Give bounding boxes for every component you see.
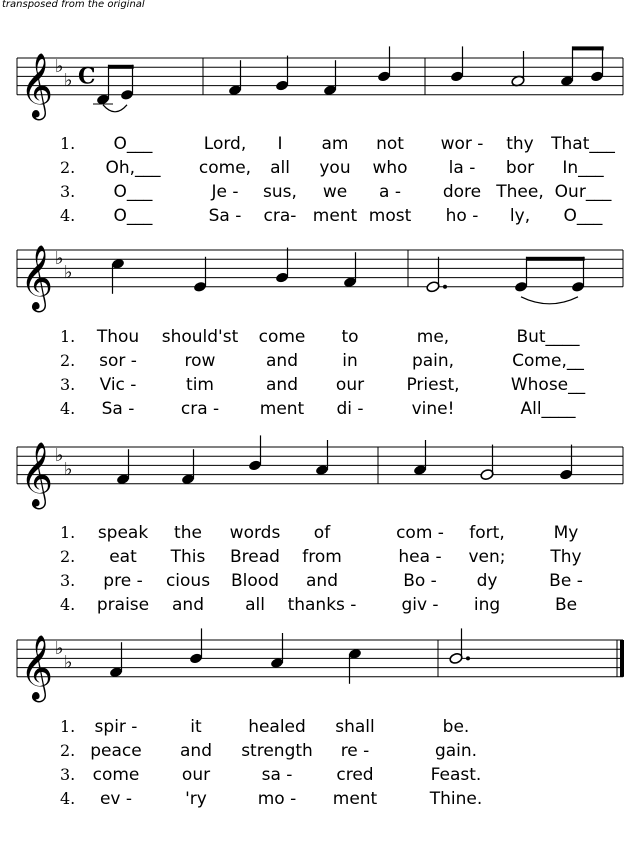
lyric-syllable: 'ry xyxy=(185,789,207,809)
lyric-syllable: ing xyxy=(473,595,501,615)
lyric-syllable: words xyxy=(229,523,281,543)
lyric-syllable: who xyxy=(372,158,408,178)
verse-number: 3. xyxy=(60,375,76,394)
lyric-syllable: pain, xyxy=(411,351,455,371)
lyric-syllable: Thy xyxy=(550,547,582,567)
verse-number: 1. xyxy=(60,327,76,346)
lyric-syllable: Thine. xyxy=(429,789,483,809)
lyric-syllable: O___ xyxy=(113,134,153,154)
lyric-syllable: wor - xyxy=(440,134,484,154)
lyric-syllable: Sa - xyxy=(101,399,135,419)
lyric-syllable: Lord, xyxy=(203,134,247,154)
lyric-syllable: ly, xyxy=(509,206,531,226)
lyric-syllable: dy xyxy=(476,571,498,591)
lyric-syllable: fort, xyxy=(469,523,505,543)
lyric-syllable: and xyxy=(180,741,212,761)
lyric-syllable: in xyxy=(342,351,358,371)
lyric-syllable: Thou xyxy=(96,327,140,347)
lyric-syllable: it xyxy=(190,717,202,737)
lyric-syllable: you xyxy=(319,158,351,178)
lyric-syllable: speak xyxy=(97,523,149,543)
verse-number: 4. xyxy=(60,595,76,614)
verse-number: 4. xyxy=(60,789,76,808)
flat-e-accidental: ♭ xyxy=(64,652,73,673)
lyric-syllable: la - xyxy=(448,158,476,178)
treble-clef: 𝄞 xyxy=(20,244,54,310)
lyric-syllable: Priest, xyxy=(406,375,460,395)
lyric-syllable: should'st xyxy=(161,327,239,347)
lyric-syllable: sus, xyxy=(263,182,297,202)
note-beam xyxy=(573,46,604,50)
lyric-syllable: Feast. xyxy=(430,765,482,785)
lyric-syllable: Vic - xyxy=(99,375,137,395)
verse-number: 1. xyxy=(60,717,76,736)
lyric-syllable: and xyxy=(172,595,204,615)
flat-b-accidental: ♭ xyxy=(55,638,64,660)
note-dot xyxy=(466,656,470,660)
lyric-syllable: peace xyxy=(90,741,142,761)
flat-e-accidental: ♭ xyxy=(64,70,73,91)
lyric-syllable: Whose__ xyxy=(510,375,586,395)
flat-b-accidental: ♭ xyxy=(55,56,64,78)
lyric-syllable: re - xyxy=(340,741,370,761)
lyric-syllable: Oh,___ xyxy=(105,158,161,178)
verse-number: 2. xyxy=(60,158,76,177)
lyric-syllable: Sa - xyxy=(208,206,242,226)
treble-clef: 𝄞 xyxy=(20,441,54,507)
verse-number: 2. xyxy=(60,741,76,760)
lyric-syllable: I xyxy=(277,134,283,154)
lyric-syllable: sa - xyxy=(261,765,293,785)
lyric-syllable: In___ xyxy=(562,158,604,178)
lyric-syllable: come, xyxy=(198,158,252,178)
verse-number: 4. xyxy=(60,206,76,225)
lyric-syllable: Our___ xyxy=(554,182,612,202)
lyric-syllable: and xyxy=(266,351,298,371)
lyric-syllable: be. xyxy=(442,717,470,737)
lyric-syllable: gain. xyxy=(434,741,478,761)
lyric-syllable: the xyxy=(174,523,202,543)
lyric-syllable: Be xyxy=(554,595,578,615)
lyric-syllable: of xyxy=(313,523,331,543)
time-signature: C xyxy=(78,63,96,90)
lyric-syllable: and xyxy=(266,375,298,395)
lyric-syllable: dore xyxy=(442,182,482,202)
verse-number: 4. xyxy=(60,399,76,418)
lyric-syllable: All____ xyxy=(520,399,576,419)
lyric-syllable: healed xyxy=(248,717,306,737)
verse-number: 3. xyxy=(60,571,76,590)
lyric-syllable: Thee, xyxy=(496,182,544,202)
lyric-syllable: This xyxy=(170,547,206,567)
lyric-syllable: not xyxy=(376,134,404,154)
final-barline-thick xyxy=(620,640,624,677)
note-beam xyxy=(527,257,585,261)
lyric-syllable: our xyxy=(181,765,211,785)
flat-b-accidental: ♭ xyxy=(55,248,64,270)
lyric-syllable: vine! xyxy=(411,399,455,419)
verse-number: 1. xyxy=(60,523,76,542)
slur xyxy=(521,297,578,304)
lyric-syllable: com - xyxy=(396,523,444,543)
lyric-syllable: strength xyxy=(241,741,313,761)
lyric-syllable: am xyxy=(321,134,349,154)
lyric-syllable: all xyxy=(245,595,265,615)
lyric-syllable: come xyxy=(92,765,140,785)
note-dot xyxy=(443,285,447,289)
lyric-syllable: to xyxy=(341,327,359,347)
verse-number: 2. xyxy=(60,351,76,370)
verse-number: 1. xyxy=(60,134,76,153)
lyric-syllable: mo - xyxy=(257,789,297,809)
lyric-syllable: praise xyxy=(96,595,150,615)
lyric-syllable: thy xyxy=(506,134,534,154)
slur xyxy=(103,105,127,112)
flat-b-accidental: ♭ xyxy=(55,445,64,467)
lyric-syllable: and xyxy=(306,571,338,591)
lyric-syllable: cious xyxy=(165,571,211,591)
lyric-syllable: all xyxy=(270,158,290,178)
lyric-syllable: Come,__ xyxy=(512,351,584,371)
lyric-syllable: ment xyxy=(332,789,378,809)
lyric-syllable: eat xyxy=(109,547,137,567)
lyric-syllable: cred xyxy=(336,765,374,785)
flat-e-accidental: ♭ xyxy=(64,262,73,283)
lyric-syllable: we xyxy=(322,182,348,202)
lyric-syllable: sor - xyxy=(99,351,137,371)
lyric-syllable: our xyxy=(335,375,365,395)
lyric-syllable: pre - xyxy=(103,571,143,591)
lyric-syllable: Bo - xyxy=(403,571,437,591)
lyric-syllable: most xyxy=(368,206,412,226)
lyric-syllable: a - xyxy=(379,182,401,202)
lyric-syllable: di - xyxy=(336,399,364,419)
lyric-syllable: Be - xyxy=(549,571,583,591)
lyric-syllable: ev - xyxy=(99,789,133,809)
lyric-syllable: hea - xyxy=(398,547,442,567)
lyric-syllable: cra - xyxy=(180,399,220,419)
treble-clef: 𝄞 xyxy=(20,52,54,118)
lyric-syllable: O___ xyxy=(113,182,153,202)
lyric-syllable: me, xyxy=(416,327,450,347)
treble-clef: 𝄞 xyxy=(20,634,54,700)
lyric-syllable: row xyxy=(184,351,216,371)
lyric-syllable: ho - xyxy=(445,206,479,226)
lyric-syllable: Bread xyxy=(230,547,280,567)
note-beam xyxy=(109,65,134,69)
lyric-syllable: tim xyxy=(186,375,214,395)
verse-number: 3. xyxy=(60,765,76,784)
verse-number: 3. xyxy=(60,182,76,201)
lyric-syllable: shall xyxy=(335,717,375,737)
lyric-syllable: O___ xyxy=(563,206,603,226)
lyric-syllable: bor xyxy=(505,158,535,178)
flat-e-accidental: ♭ xyxy=(64,459,73,480)
lyric-syllable: My xyxy=(553,523,579,543)
lyric-syllable: That___ xyxy=(551,134,615,154)
lyric-syllable: spir - xyxy=(94,717,138,737)
lyric-syllable: ven; xyxy=(468,547,506,567)
lyric-syllable: giv - xyxy=(401,595,439,615)
verse-number: 2. xyxy=(60,547,76,566)
lyric-syllable: from xyxy=(302,547,342,567)
lyric-syllable: O___ xyxy=(113,206,153,226)
lyric-syllable: But____ xyxy=(516,327,580,347)
lyric-syllable: come xyxy=(258,327,306,347)
lyric-syllable: thanks - xyxy=(287,595,357,615)
lyric-syllable: ment xyxy=(259,399,305,419)
lyric-syllable: Je - xyxy=(211,182,239,202)
lyric-syllable: Blood xyxy=(231,571,279,591)
lyric-syllable: cra- xyxy=(263,206,297,226)
header-note: transposed from the original xyxy=(2,0,145,10)
lyric-syllable: ment xyxy=(312,206,358,226)
